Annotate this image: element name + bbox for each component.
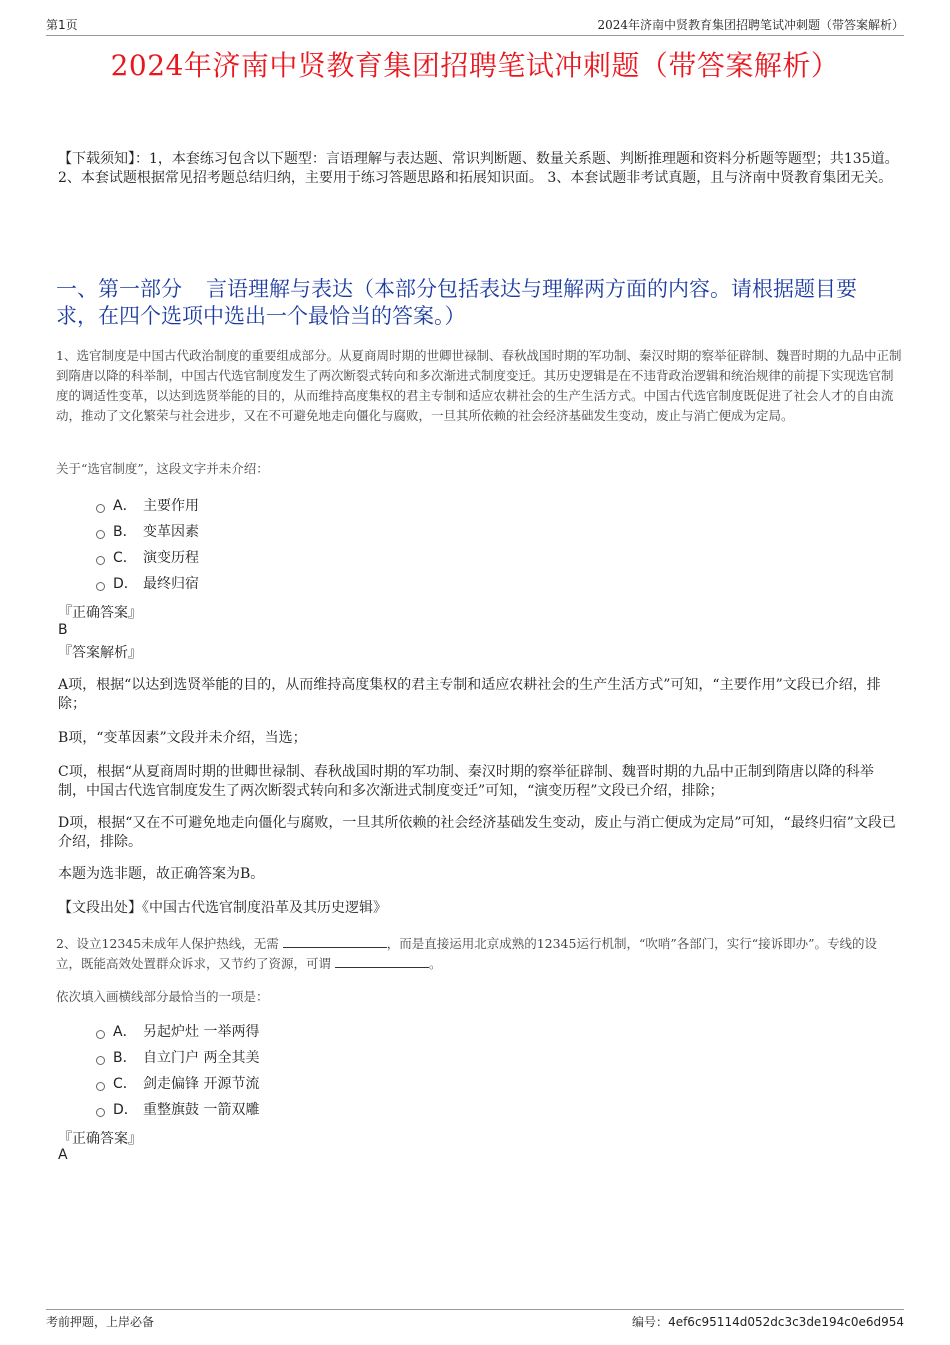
radio-icon[interactable] [96, 504, 105, 513]
correct-answer: B [58, 622, 68, 638]
correct-answer: A [58, 1147, 68, 1163]
answer-label: 『正确答案』 [58, 1131, 142, 1147]
footer-slogan: 考前押题，上岸必备 [46, 1315, 155, 1329]
radio-icon[interactable] [96, 582, 105, 591]
document-title: 2024年济南中贤教育集团招聘笔试冲刺题（带答案解析） [110, 49, 840, 82]
radio-icon[interactable] [96, 1082, 105, 1091]
download-notice: 【下载须知】：1，本套练习包含以下题型：言语理解与表达题、常识判断题、数量关系题、判断推理题和资料分析题等题型；共135道。 2、本套试题根据常见招考题总结归纳，主要用于练习答题思路和拓展知识面。 3、本套试题非考试真题，且与济南中贤教育集团无关。 [58, 151, 899, 186]
section-part: 一、第一部分 [56, 277, 182, 301]
question-2-text: 2、设立12345未成年人保护热线，无需 ，而是直接运用北京成熟的12345运行机制，“吹哨”各部门，实行“接诉即办”。专线的设立，既能高效处置群众诉求，又节约了资源，可谓 。 [56, 936, 878, 971]
analysis-b: B项，“变革因素”文段并未介绍，当选； [58, 730, 307, 746]
analysis-d: D项，根据“又在不可避免地走向僵化与腐败，一旦其所依赖的社会经济基础发生变动，废止与消亡便成为定局”可知，“最终归宿”文段已介绍，排除。 [58, 815, 896, 850]
answer-label: 『正确答案』 [58, 605, 142, 621]
radio-icon[interactable] [96, 530, 105, 539]
question-1-options [96, 492, 199, 596]
option-a[interactable]: A． 主要作用 [96, 492, 199, 518]
radio-icon[interactable] [96, 1030, 105, 1039]
analysis-conclusion: 本题为选非题，故正确答案为B。 [58, 866, 265, 882]
radio-icon[interactable] [96, 556, 105, 565]
question-2-prompt: 依次填入画横线部分最恰当的一项是： [56, 989, 269, 1004]
option-b[interactable]: B． 自立门户 两全其美 [96, 1044, 259, 1070]
option-d[interactable]: D． 最终归宿 [96, 570, 199, 596]
question-1-prompt-wrap [56, 460, 902, 478]
footer-code: 编号：4ef6c95114d052dc3c3de194c0e6d954 [632, 1315, 904, 1329]
question-1 [56, 346, 902, 426]
analysis-label: 『答案解析』 [58, 645, 142, 661]
fill-blank-1[interactable] [283, 935, 387, 948]
option-b[interactable]: B． 变革因素 [96, 518, 199, 544]
question-2-prompt-wrap [56, 988, 902, 1006]
section-title [56, 276, 896, 330]
question-1-text: 1、选官制度是中国古代政治制度的重要组成部分。从夏商周时期的世卿世禄制、春秋战国时期的军功制、秦汉时期的察举征辟制、魏晋时期的九品中正制到隋唐以降的科举制，中国古代选官制度发生了两次断裂式转向和多次渐进式制度变迁。其历史逻辑是在不违背政治逻辑和统治规律的前提下实现选官制度的调适性变革，以达到选贤举能的目的，从而维持高度集权的君主专制和适应农耕社会的生产生活方式。中国古代选官制度既促进了社会人才的自由流动，推动了文化繁荣与社会进步，又在不可避免地走向僵化与腐败，一旦其所依赖的社会经济基础发生变动，废止与消亡便成为定局。 [56, 348, 902, 423]
option-c[interactable]: C． 剑走偏锋 开源节流 [96, 1070, 259, 1096]
analysis-source: 【文段出处】《中国古代选官制度沿革及其历史逻辑》 [58, 900, 387, 916]
radio-icon[interactable] [96, 1056, 105, 1065]
option-d[interactable]: D． 重整旗鼓 一箭双雕 [96, 1096, 259, 1122]
page-footer [46, 1309, 904, 1330]
question-2-options [96, 1018, 259, 1122]
fill-blank-2[interactable] [335, 955, 429, 968]
header-doc-title: 2024年济南中贤教育集团招聘笔试冲刺题（带答案解析） [597, 18, 904, 32]
question-2 [56, 934, 902, 974]
option-a[interactable]: A． 另起炉灶 一举两得 [96, 1018, 259, 1044]
page-header [46, 13, 904, 36]
section-description: 言语理解与表达（本部分包括表达与理解两方面的内容。请根据题目要求，在四个选项中选出一个最恰当的答案。） [56, 277, 857, 328]
radio-icon[interactable] [96, 1108, 105, 1117]
analysis-c: C项，根据“从夏商周时期的世卿世禄制、春秋战国时期的军功制、秦汉时期的察举征辟制、魏晋时期的九品中正制到隋唐以降的科举制，中国古代选官制度发生了两次断裂式转向和多次渐进式制度变迁”可知，“演变历程”文段已介绍，排除； [58, 764, 874, 799]
question-1-prompt: 关于“选官制度”，这段文字并未介绍： [56, 461, 269, 476]
option-c[interactable]: C． 演变历程 [96, 544, 199, 570]
analysis-a: A项，根据“以达到选贤举能的目的，从而维持高度集权的君主专制和适应农耕社会的生产生活方式”可知，“主要作用”文段已介绍，排除； [58, 677, 881, 712]
page-number: 第1页 [46, 18, 78, 32]
